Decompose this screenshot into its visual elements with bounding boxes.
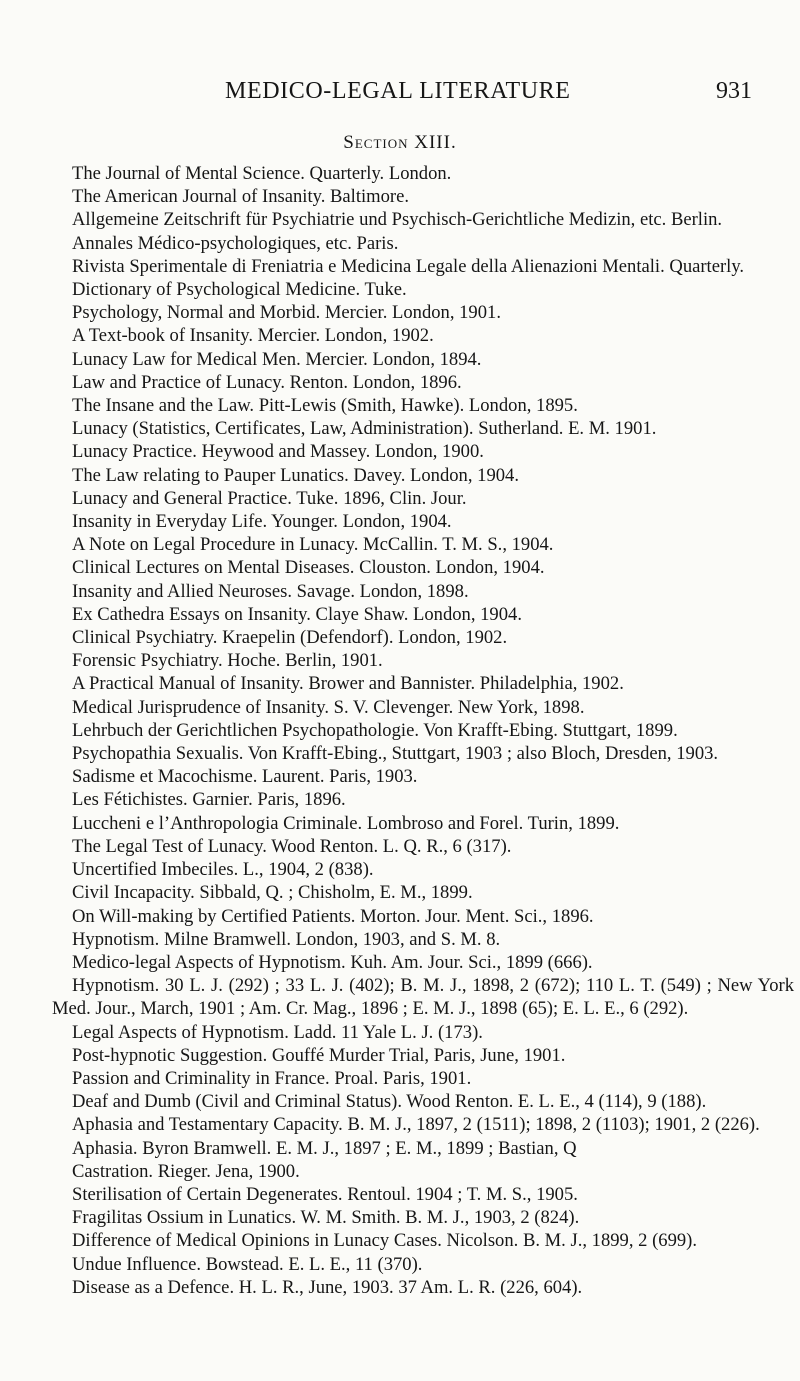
bibliography-entry: Hypnotism. 30 L. J. (292) ; 33 L. J. (402); B. M. J., 1898, 2 (672); 110 L. T. (549) ; New York Med. Jour., March, 1901 ; Am. Cr. Mag., 1896 ; E. M. J., 1898 (65); E. L. E., 6 (292). (52, 975, 794, 1020)
bibliography-entry: A Practical Manual of Insanity. Brower and Bannister. Philadelphia, 1902. (72, 673, 624, 695)
bibliography-entry: Deaf and Dumb (Civil and Criminal Status). Wood Renton. E. L. E., 4 (114), 9 (188). (72, 1091, 707, 1113)
bibliography-entry: The Law relating to Pauper Lunatics. Davey. London, 1904. (72, 464, 519, 486)
bibliography-entry: The American Journal of Insanity. Baltimore. (72, 186, 410, 208)
running-head (225, 78, 752, 108)
bibliography-entry: Psychopathia Sexualis. Von Krafft-Ebing., Stuttgart, 1903 ; also Bloch, Dresden, 1903. (72, 743, 719, 765)
bibliography-entry: Les Fétichistes. Garnier. Paris, 1896. (72, 789, 346, 811)
bibliography-entry: The Legal Test of Lunacy. Wood Renton. L. Q. R., 6 (317). (72, 835, 512, 857)
bibliography-entry: Clinical Psychiatry. Kraepelin (Defendorf). London, 1902. (72, 627, 508, 649)
bibliography-entry: Fragilitas Ossium in Lunatics. W. M. Smith. B. M. J., 1903, 2 (824). (72, 1207, 580, 1229)
bibliography-entry: Lunacy and General Practice. Tuke. 1896, Clin. Jour. (72, 487, 467, 509)
page-number: 931 (716, 78, 752, 104)
bibliography-entry: Psychology, Normal and Morbid. Mercier. London, 1901. (72, 302, 501, 324)
bibliography-entry: On Will-making by Certified Patients. Morton. Jour. Ment. Sci., 1896. (72, 905, 594, 927)
bibliography-entry: Civil Incapacity. Sibbald, Q. ; Chisholm, E. M., 1899. (72, 882, 473, 904)
bibliography-entry: Sterilisation of Certain Degenerates. Rentoul. 1904 ; T. M. S., 1905. (72, 1183, 578, 1205)
bibliography-entry: Rivista Sperimentale di Freniatria e Medicina Legale della Alienazioni Mentali. Quarterly. (72, 255, 745, 277)
bibliography-entry: The Journal of Mental Science. Quarterly. London. (72, 163, 452, 184)
bibliography-entry: A Note on Legal Procedure in Lunacy. McCallin. T. M. S., 1904. (72, 534, 554, 556)
bibliography-entry: Ex Cathedra Essays on Insanity. Claye Shaw. London, 1904. (72, 603, 522, 625)
bibliography-entry: Post-hypnotic Suggestion. Gouffé Murder Trial, Paris, June, 1901. (72, 1044, 566, 1066)
bibliography-entry: Clinical Lectures on Mental Diseases. Clouston. London, 1904. (72, 557, 545, 579)
running-title: MEDICO-LEGAL LITERATURE (225, 78, 571, 104)
bibliography-entry: Insanity and Allied Neuroses. Savage. London, 1898. (72, 580, 469, 602)
bibliography-entry: Law and Practice of Lunacy. Renton. London, 1896. (72, 371, 462, 393)
bibliography-entry: Annales Médico-psychologiques, etc. Paris. (72, 232, 399, 254)
bibliography-entry: Sadisme et Macochisme. Laurent. Paris, 1903. (72, 766, 418, 788)
bibliography-entry: Forensic Psychiatry. Hoche. Berlin, 1901. (72, 650, 383, 672)
bibliography-entry: Undue Influence. Bowstead. E. L. E., 11 (370). (72, 1253, 423, 1275)
bibliography-entry: Lunacy Practice. Heywood and Massey. London, 1900. (72, 441, 484, 463)
bibliography-entry: Insanity in Everyday Life. Younger. London, 1904. (72, 511, 452, 533)
bibliography-entry: Allgemeine Zeitschrift für Psychiatrie und Psychisch-Gerichtliche Medizin, etc. Berlin. (72, 209, 723, 231)
bibliography-entry: Lehrbuch der Gerichtlichen Psychopathologie. Von Krafft-Ebing. Stuttgart, 1899. (72, 719, 678, 741)
bibliography-entry: Lunacy (Statistics, Certificates, Law, Administration). Sutherland. E. M. 1901. (72, 418, 657, 440)
bibliography-entry: Hypnotism. Milne Bramwell. London, 1903, and S. M. 8. (72, 928, 501, 950)
bibliography-entry: The Insane and the Law. Pitt-Lewis (Smith, Hawke). London, 1895. (72, 395, 578, 417)
bibliography-entry: Legal Aspects of Hypnotism. Ladd. 11 Yale L. J. (173). (72, 1021, 483, 1043)
bibliography-entry: A Text-book of Insanity. Mercier. London, 1902. (72, 325, 434, 347)
section-heading: Section XIII. (343, 132, 457, 153)
bibliography-entry: Aphasia. Byron Bramwell. E. M. J., 1897 ; E. M., 1899 ; Bastian, Q (72, 1137, 577, 1159)
bibliography-entry: Dictionary of Psychological Medicine. Tuke. (72, 279, 407, 301)
bibliography-entry: Medico-legal Aspects of Hypnotism. Kuh. Am. Jour. Sci., 1899 (666). (72, 951, 593, 973)
bibliography-entry: Difference of Medical Opinions in Lunacy Cases. Nicolson. B. M. J., 1899, 2 (699). (72, 1230, 698, 1252)
bibliography-entry: Castration. Rieger. Jena, 1900. (72, 1160, 300, 1182)
bibliography-list (52, 162, 794, 1299)
bibliography-entry: Uncertified Imbeciles. L., 1904, 2 (838). (72, 859, 374, 881)
bibliography-entry: Medical Jurisprudence of Insanity. S. V. Clevenger. New York, 1898. (72, 696, 585, 718)
bibliography-entry: Aphasia and Testamentary Capacity. B. M. J., 1897, 2 (1511); 1898, 2 (1103); 1901, 2 (226). (72, 1114, 760, 1136)
bibliography-entry: Lunacy Law for Medical Men. Mercier. London, 1894. (72, 348, 482, 370)
bibliography-entry: Disease as a Defence. H. L. R., June, 1903. 37 Am. L. R. (226, 604). (72, 1276, 583, 1298)
bibliography-entry: Luccheni e l’Anthropologia Criminale. Lombroso and Forel. Turin, 1899. (72, 812, 620, 834)
bibliography-entry: Passion and Criminality in France. Proal. Paris, 1901. (72, 1067, 472, 1089)
